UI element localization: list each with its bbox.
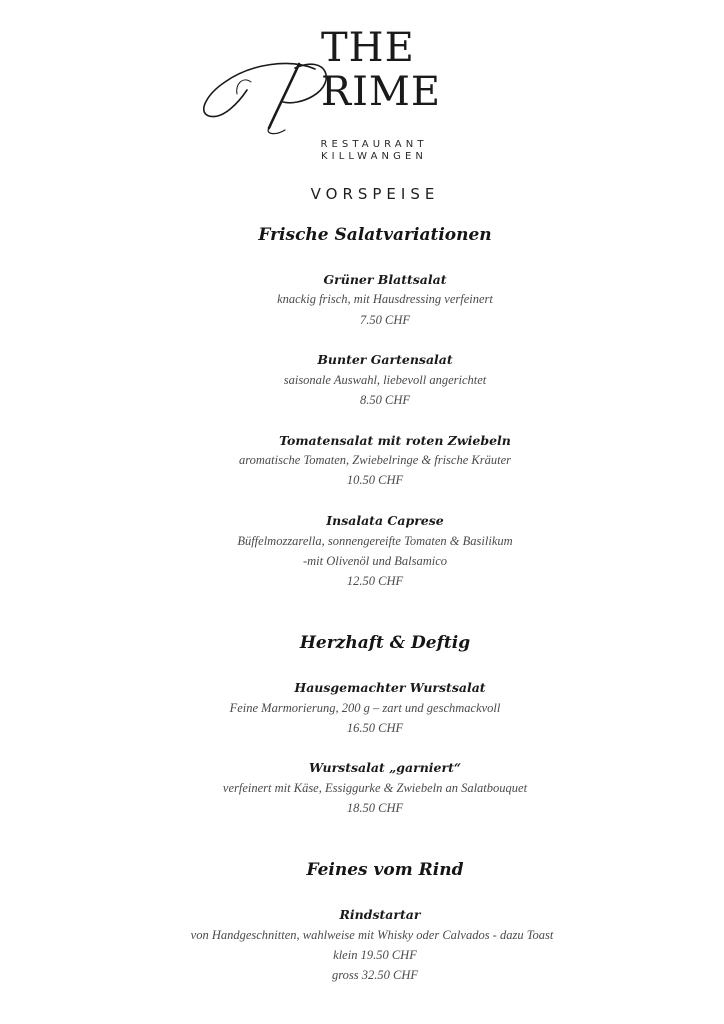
- menu-category-heading: VORSPEISE: [310, 185, 440, 203]
- menu-item-name: Tomatensalat mit roten Zwiebeln: [279, 433, 511, 448]
- menu-item-description: verfeinert mit Käse, Essiggurke & Zwiebeln an Salatbouquet: [222, 781, 528, 795]
- menu-item-price: 16.50 CHF: [346, 721, 404, 735]
- menu-item-description: knackig frisch, mit Hausdressing verfeinert: [277, 292, 493, 306]
- section-title: Herzhaft & Deftig: [299, 633, 471, 653]
- menu-item-name: Hausgemachter Wurstsalat: [294, 680, 486, 695]
- menu-item-price: klein 19.50 CHF: [333, 948, 417, 962]
- menu-item-description: saisonale Auswahl, liebevoll angerichtet: [283, 373, 487, 387]
- restaurant-label: RESTAURANT: [320, 139, 428, 150]
- menu-item-description: Büffelmozzarella, sonnengereifte Tomaten & Basilikum: [237, 534, 513, 548]
- menu-item-price: 10.50 CHF: [346, 473, 404, 487]
- menu-item-price: 18.50 CHF: [346, 801, 404, 815]
- section-title: Feines vom Rind: [306, 860, 464, 880]
- menu-item-name: Bunter Gartensalat: [317, 352, 453, 367]
- logo-word-rime: RIME: [321, 69, 442, 115]
- logo-word-the: THE: [321, 25, 415, 71]
- menu-item-price: gross 32.50 CHF: [331, 968, 418, 982]
- menu-item-name: Insalata Caprese: [326, 513, 444, 528]
- restaurant-logo: [195, 24, 475, 139]
- section-title: Frische Salatvariationen: [258, 225, 492, 245]
- menu-item-description: aromatische Tomaten, Zwiebelringe & frische Kräuter: [239, 453, 511, 467]
- menu-item-price: 12.50 CHF: [346, 574, 404, 588]
- script-p-flourish-icon: [195, 24, 335, 139]
- location-label: KILLWANGEN: [321, 151, 427, 162]
- menu-item-description: von Handgeschnitten, wahlweise mit Whisky oder Calvados - dazu Toast: [190, 928, 554, 942]
- menu-item-price: 8.50 CHF: [360, 393, 410, 407]
- menu-item-name: Grüner Blattsalat: [323, 272, 447, 287]
- menu-item-description: -mit Olivenöl und Balsamico: [302, 554, 448, 568]
- menu-item-price: 7.50 CHF: [360, 313, 410, 327]
- menu-item-name: Rindstartar: [339, 907, 421, 922]
- menu-item-name: Wurstsalat „garniert“: [308, 760, 462, 775]
- menu-item-description: Feine Marmorierung, 200 g – zart und geschmackvoll: [229, 701, 501, 715]
